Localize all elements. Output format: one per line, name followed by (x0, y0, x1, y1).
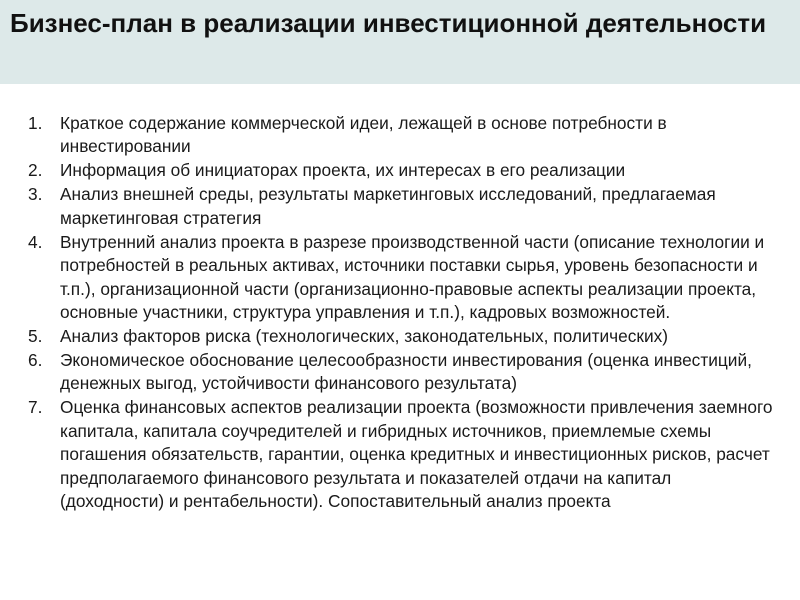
list-item-5 (28, 325, 778, 348)
list-item-number: 2. (28, 160, 43, 181)
list-item-2 (28, 159, 778, 182)
list-item-text: Оценка финансовых аспектов реализации проекта (возможности привлечения заемного капитала, капитала соучредителей и гибридных источников, приемлемые схемы погашения обязательств, гарантии, оценка кредитных и инвестиционных рисков, расчет предполагаемого финансового результата и показателей отдачи на капитал (доходности) и рентабельности). Сопоставительный анализ проекта (60, 397, 773, 512)
list-item-6 (28, 349, 778, 396)
numbered-list (28, 112, 778, 514)
title-band (0, 0, 800, 84)
list-item-number: 6. (28, 350, 43, 371)
list-item-text: Анализ внешней среды, результаты маркетинговых исследований, предлагаемая маркетинговая стратегия (60, 184, 716, 228)
list-item-number: 1. (28, 113, 43, 133)
list-item-3 (28, 183, 778, 230)
list-item-text: Информация об инициаторах проекта, их интересах в его реализации (60, 160, 626, 181)
list-item-text: Краткое содержание коммерческой идеи, лежащей в основе потребности в инвестировании (60, 113, 667, 157)
list-item-number: 5. (28, 326, 43, 347)
list-item-text: Экономическое обоснование целесообразности инвестирования (оценка инвестиций, денежных выгод, устойчивости финансового результата) (60, 350, 752, 394)
list-item-number: 4. (28, 231, 43, 252)
list-item-4 (28, 231, 778, 325)
list-item-text: Анализ факторов риска (технологических, законодательных, политических) (60, 326, 668, 347)
list-item-number: 3. (28, 184, 43, 205)
list-item-7 (28, 396, 778, 513)
list-item-number: 7. (28, 397, 43, 418)
list-item-text: Внутренний анализ проекта в разрезе производственной части (описание технологии и потребностей в реальных активах, источники поставки сырья, уровень безопасности и т.п.), организационной части (организационно-правовые аспекты реализации проекта, основные участники, структура управления и т.п.), кадровых возможностей. (60, 231, 765, 323)
list-item-1 (28, 112, 778, 159)
slide-title: Бизнес-план в реализации инвестиционной деятельности (10, 8, 767, 38)
